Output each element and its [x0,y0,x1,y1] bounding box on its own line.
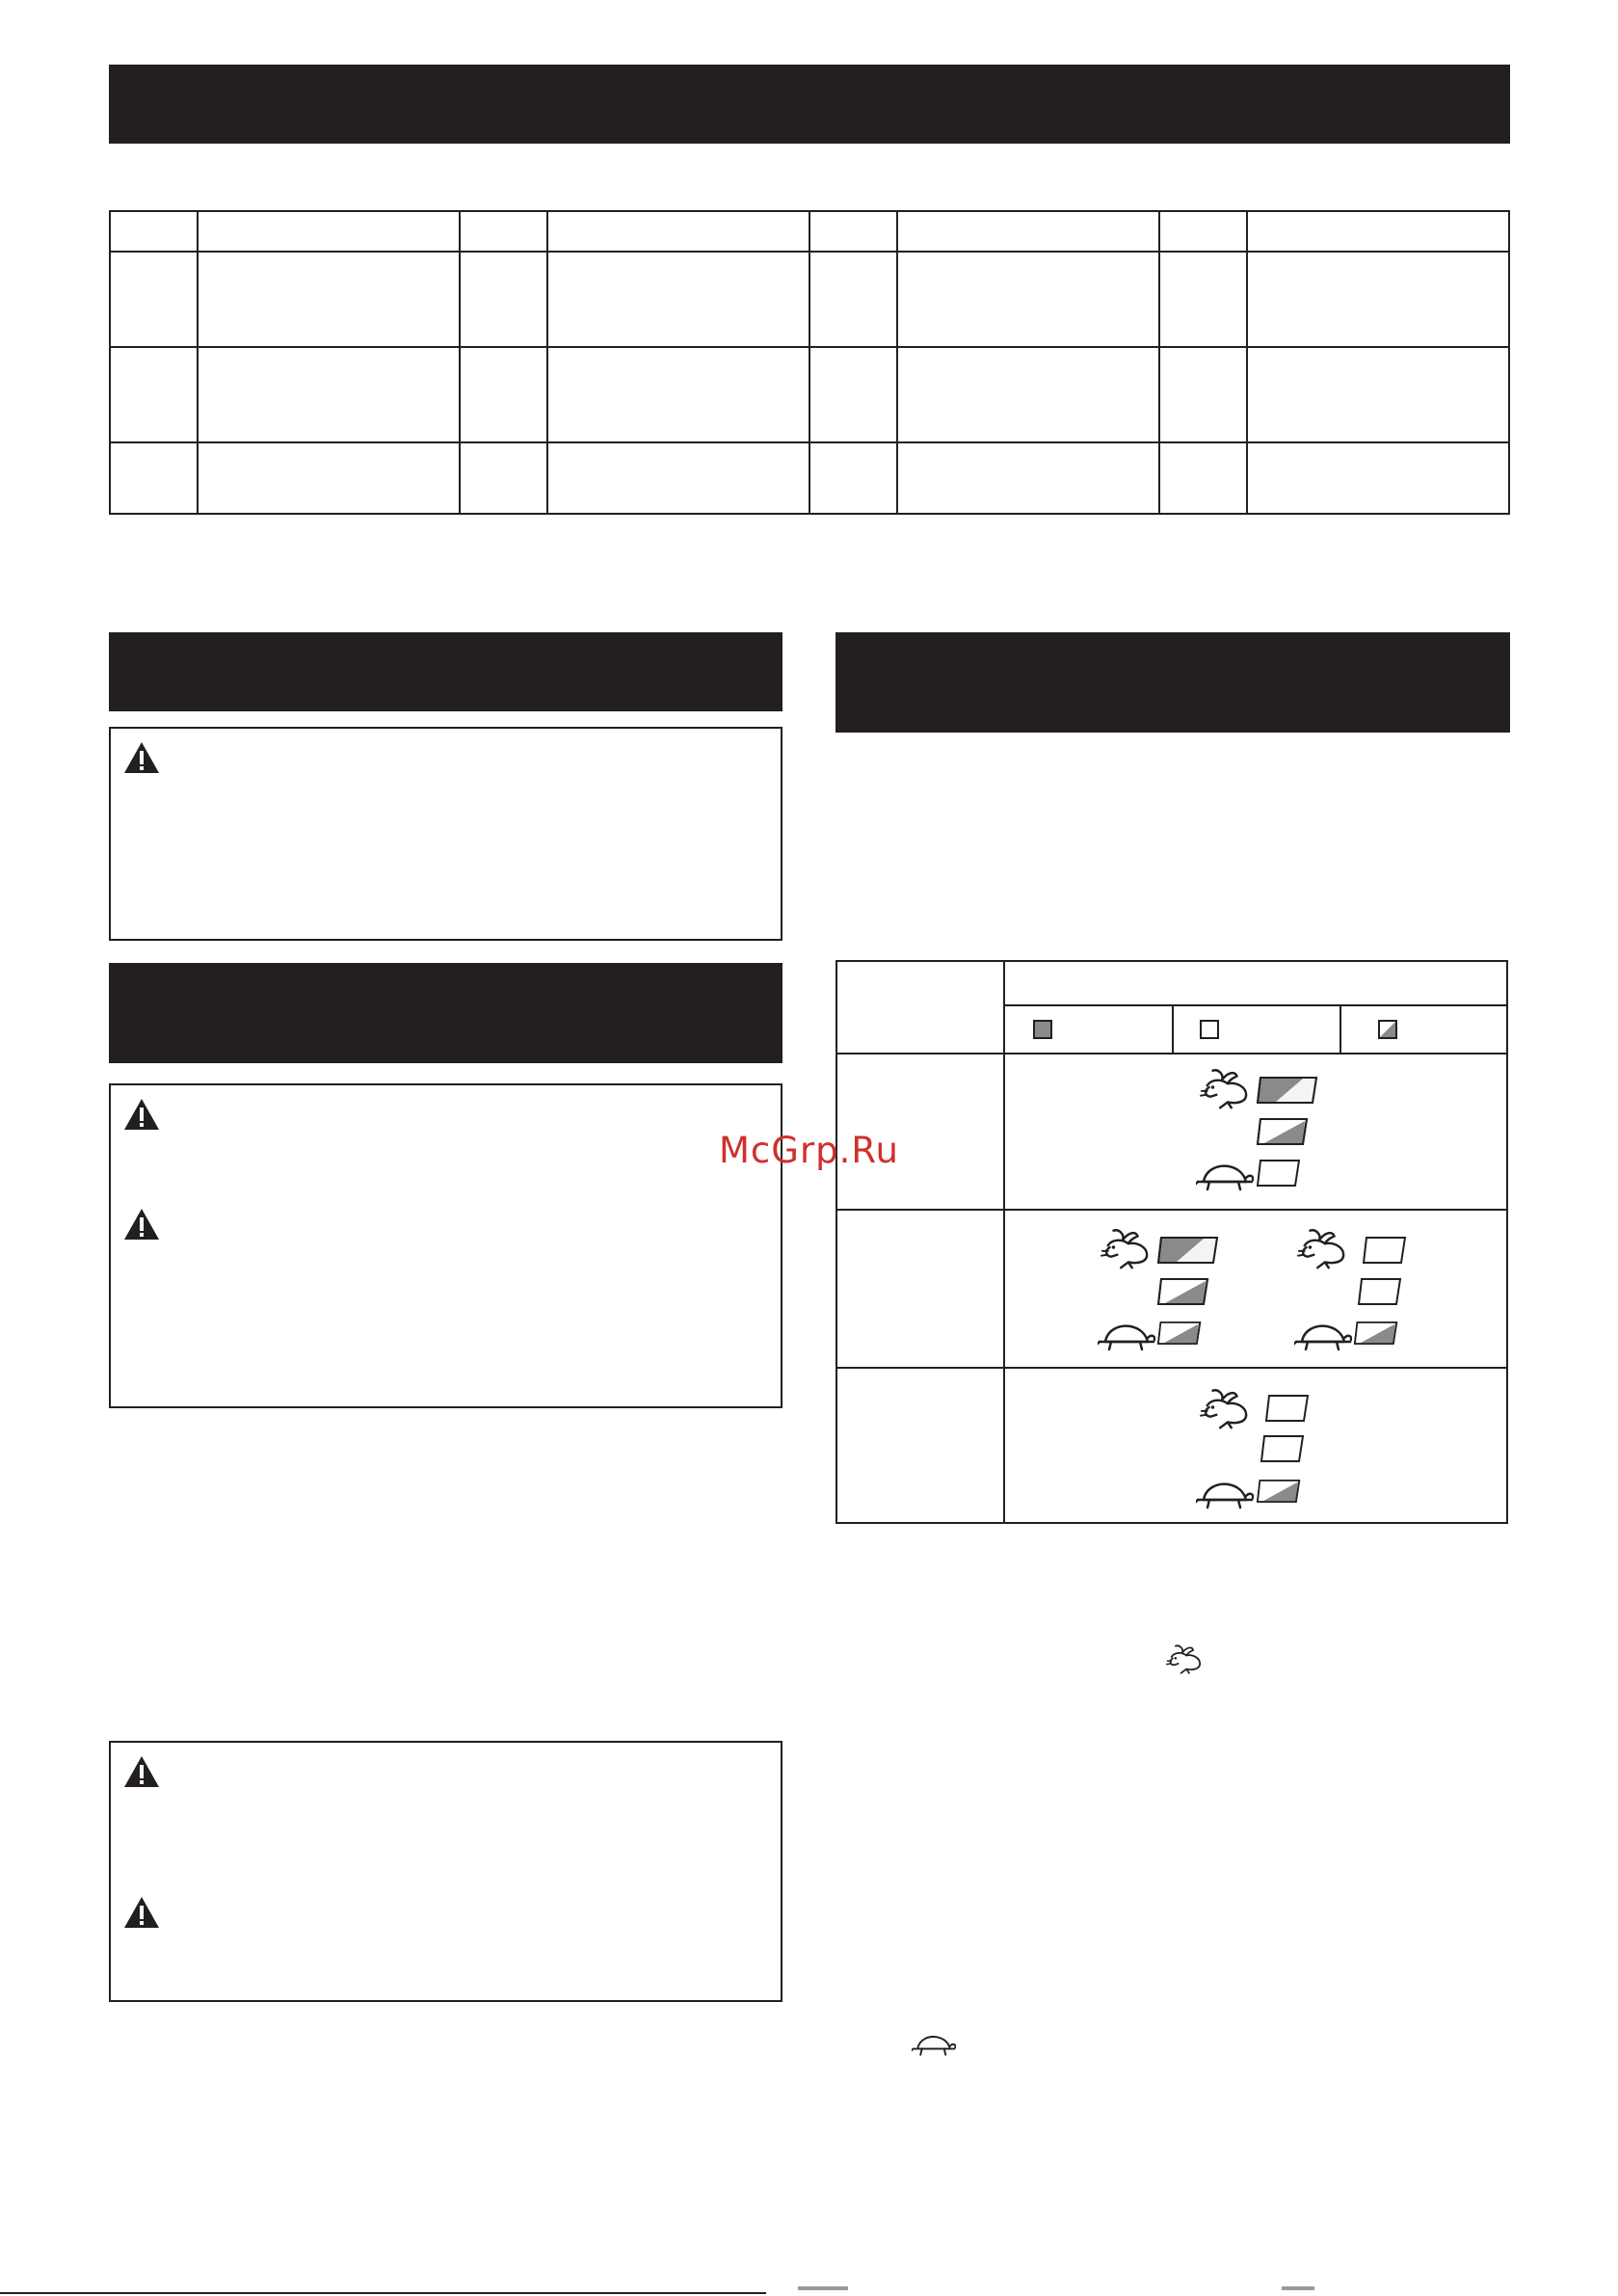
table-divider [1339,1006,1341,1053]
turtle-icon [1294,1321,1352,1351]
turtle-icon [1098,1321,1155,1351]
speed-indicator-icon [1257,1394,1318,1423]
table-divider [837,1209,1508,1211]
table-divider [837,1053,1508,1055]
section-bar-right [836,632,1510,733]
speed-indicator-icon [1257,1076,1318,1105]
footer-mark [798,2286,848,2290]
table-divider [1003,962,1005,1524]
speed-indicator-icon [1157,1236,1219,1265]
footer-mark [1282,2286,1314,2290]
rabbit-icon [1101,1226,1151,1270]
warning-box-1 [109,727,782,941]
turtle-icon [912,2032,956,2057]
warning-icon [122,1097,161,1132]
watermark: McGrp.Ru [719,1130,899,1171]
parts-table [109,210,1510,515]
section-bar-left-2 [109,963,782,1063]
warning-icon [122,740,161,775]
warning-icon [122,1207,161,1241]
warning-icon [122,1895,161,1930]
warning-box-2 [109,1083,782,1408]
speed-indicator-icon [1257,1117,1309,1146]
table-divider [1172,1006,1174,1053]
table-row [110,442,1509,514]
speed-indicator-icon [1257,1477,1301,1506]
speed-indicator-icon [1257,1159,1301,1188]
table-row [110,252,1509,347]
table-divider [837,1367,1508,1369]
rabbit-icon [1166,1642,1203,1675]
speed-indicator-icon [1354,1319,1398,1348]
turtle-icon [1196,1161,1254,1191]
table-row [110,211,1509,252]
speed-indicator-icon [1354,1236,1416,1265]
rabbit-icon [1200,1386,1250,1430]
table-row [110,347,1509,442]
header-bar [109,65,1510,144]
warning-icon [122,1754,161,1789]
section-bar-left-1 [109,632,782,711]
turtle-icon [1196,1479,1254,1509]
speed-indicator-icon [1257,1434,1309,1463]
full-on-indicator [1033,1020,1052,1039]
rabbit-icon [1297,1226,1347,1270]
speed-indicator-icon [1157,1277,1209,1306]
table-divider [1005,1004,1508,1006]
warning-box-3 [109,1741,782,2002]
speed-mode-table [836,960,1508,1524]
speed-indicator-icon [1157,1319,1202,1348]
speed-indicator-icon [1354,1277,1406,1306]
half-on-indicator [1378,1020,1397,1039]
footer-rule [0,2292,766,2294]
off-indicator [1200,1020,1219,1039]
rabbit-icon [1200,1066,1250,1110]
